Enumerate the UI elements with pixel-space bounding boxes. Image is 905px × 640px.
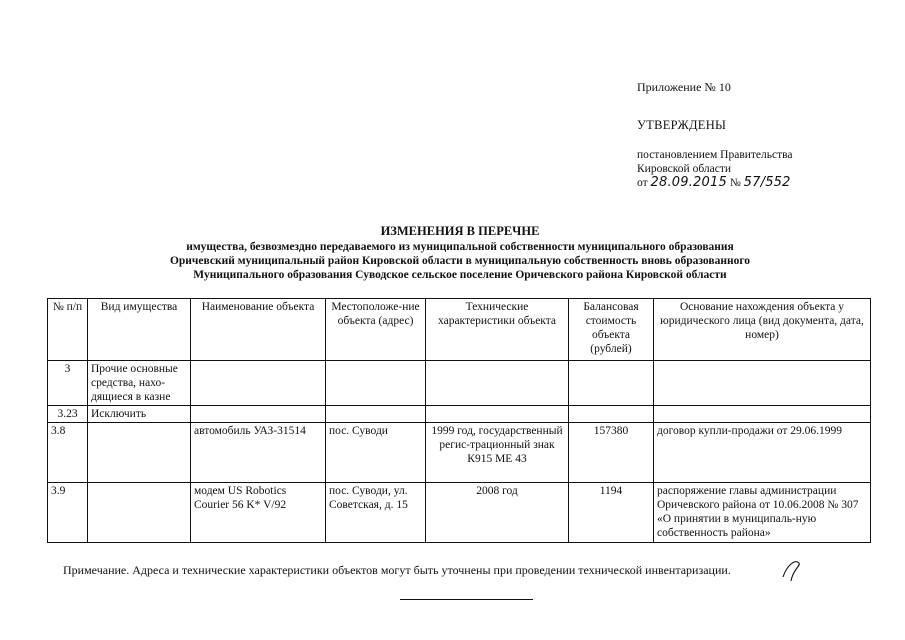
subtitle-line-3: Муниципального образования Суводское сельское поселение Оричевского района Кировской области <box>193 269 727 281</box>
decree-from: от <box>637 177 648 189</box>
footnote: Примечание. Адреса и технические характеристики объектов могут быть уточнены при проведении технической инвентаризации. <box>63 563 731 577</box>
cell-tech <box>426 361 569 406</box>
cell-num: 3.23 <box>48 406 88 423</box>
property-changes-table <box>47 298 871 543</box>
closing-rule <box>400 599 533 600</box>
cell-kind <box>88 423 191 483</box>
cell-num: 3.9 <box>48 483 88 543</box>
cell-tech: 2008 год <box>426 483 569 543</box>
decree-ref <box>637 176 793 190</box>
cell-location <box>326 361 426 406</box>
cell-basis: договор купли-продажи от 29.06.1999 <box>654 423 871 483</box>
table-row <box>48 406 871 423</box>
cell-value <box>569 361 654 406</box>
approved-label: УТВЕРЖДЕНЫ <box>637 118 727 132</box>
col-header-num: № п/п <box>48 299 88 361</box>
subtitle-line-1: имущества, безвозмездно передаваемого из муниципальной собственности муниципального образования <box>186 241 734 253</box>
cell-name: модем US Robotics Courier 56 K* V/92 <box>191 483 326 543</box>
cell-location <box>326 406 426 423</box>
decree-date: 28.09.2015 <box>650 175 727 190</box>
document-subtitle <box>60 240 860 282</box>
decree-line-1: постановлением Правительства <box>637 149 793 161</box>
decree-line-2: Кировской области <box>637 163 732 175</box>
col-header-basis: Основание нахождения объекта у юридического лица (вид документа, дата, номер) <box>654 299 871 361</box>
col-header-name: Наименование объекта <box>191 299 326 361</box>
cell-value <box>569 406 654 423</box>
cell-basis: распоряжение главы администрации Оричевского района от 10.06.2008 № 307 «О принятии в муниципаль-ную собственность района» <box>654 483 871 543</box>
col-header-kind: Вид имущества <box>88 299 191 361</box>
table-row <box>48 483 871 543</box>
cell-tech <box>426 406 569 423</box>
cell-location: пос. Суводи <box>326 423 426 483</box>
table-header-row <box>48 299 871 361</box>
cell-name <box>191 406 326 423</box>
decree-number: 57/552 <box>743 175 791 190</box>
appendix-label: Приложение № 10 <box>637 80 731 94</box>
table-row <box>48 423 871 483</box>
cell-kind: Исключить <box>88 406 191 423</box>
cell-name <box>191 361 326 406</box>
cell-name: автомобиль УАЗ-31514 <box>191 423 326 483</box>
cell-basis <box>654 406 871 423</box>
cell-kind <box>88 483 191 543</box>
decree-no-label: № <box>729 177 741 189</box>
col-header-value: Балансовая стоимость объекта (рублей) <box>569 299 654 361</box>
signature-mark-icon <box>781 557 803 583</box>
cell-basis <box>654 361 871 406</box>
cell-location: пос. Суводи, ул. Советская, д. 15 <box>326 483 426 543</box>
cell-num: 3 <box>48 361 88 406</box>
cell-value: 1194 <box>569 483 654 543</box>
document-title: ИЗМЕНЕНИЯ В ПЕРЕЧНЕ <box>380 224 540 238</box>
cell-num: 3.8 <box>48 423 88 483</box>
col-header-tech: Технические характеристики объекта <box>426 299 569 361</box>
cell-kind: Прочие основные средства, нахо-дящиеся в казне <box>88 361 191 406</box>
decree-block <box>637 148 793 190</box>
cell-value: 157380 <box>569 423 654 483</box>
cell-tech: 1999 год, государственный регис-трационный знак К915 МЕ 43 <box>426 423 569 483</box>
table-row <box>48 361 871 406</box>
subtitle-line-2: Оричевский муниципальный район Кировской области в муниципальную собственность вновь образованного <box>169 255 751 267</box>
col-header-location: Местоположе-ние объекта (адрес) <box>326 299 426 361</box>
